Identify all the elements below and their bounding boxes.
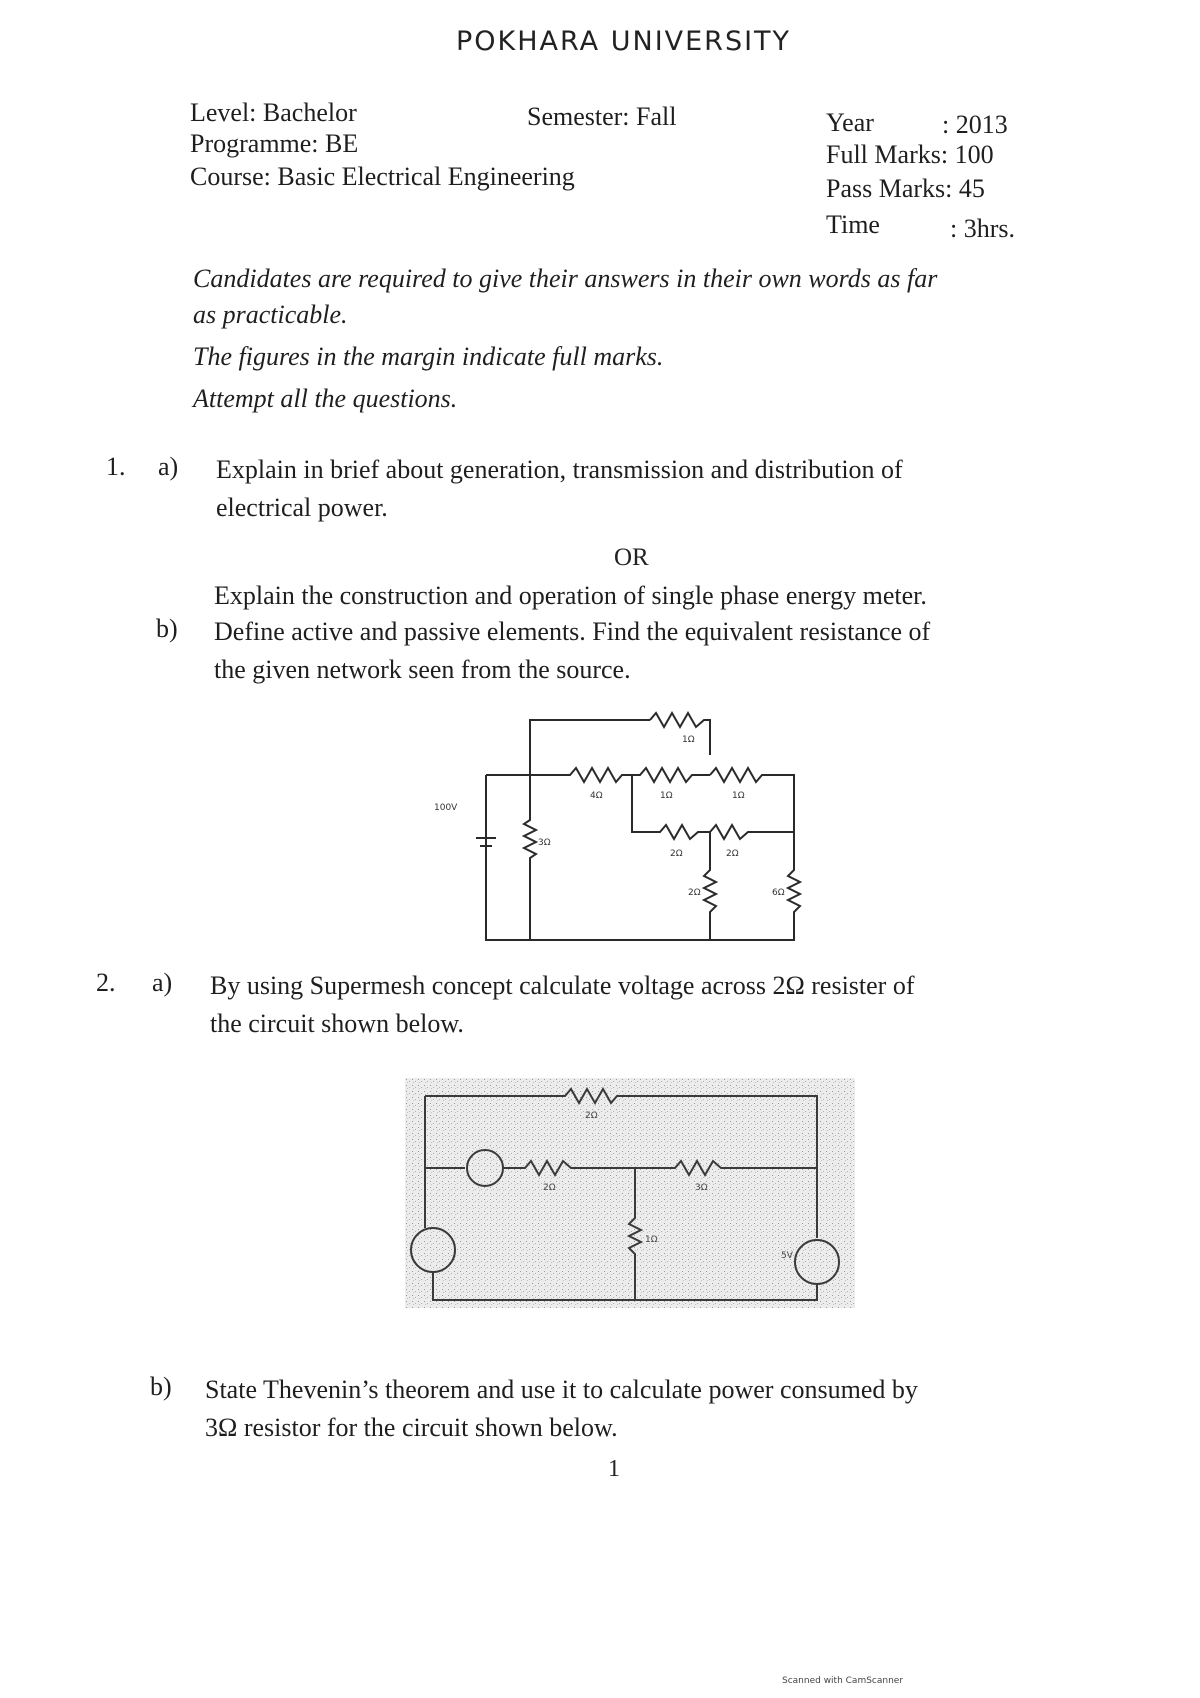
question-2b-line-2: 3Ω resistor for the circuit shown below. (205, 1413, 618, 1442)
pass-marks: Pass Marks: 45 (826, 174, 985, 203)
question-1-number: 1. (106, 452, 126, 481)
resistor-shunt (524, 775, 536, 940)
year-value: : 2013 (942, 110, 1008, 139)
question-2a-label: a) (152, 968, 173, 997)
resistor-top (650, 713, 710, 755)
question-1a-line-2: electrical power. (216, 493, 388, 522)
label-r-top: 1Ω (682, 735, 695, 745)
label-source: 100V (434, 803, 458, 813)
year-label: Year (826, 108, 874, 137)
question-1b-line-2: the given network seen from the source. (214, 655, 631, 684)
resistor-v1 (704, 832, 716, 940)
label-r-mid-left-2: 2Ω (543, 1183, 556, 1193)
resistor-v2 (710, 832, 800, 940)
resistor-mid-center (632, 768, 710, 782)
label-r-mid-right-2: 3Ω (695, 1183, 708, 1193)
label-r-mid-left: 4Ω (590, 791, 603, 801)
resistor-mid-left (530, 768, 632, 782)
question-1b-line-1: Define active and passive elements. Find the equivalent resistance of (214, 617, 931, 646)
question-2b-line-1: State Thevenin’s theorem and use it to calculate power consumed by (205, 1375, 918, 1404)
question-2a-line-1: By using Supermesh concept calculate voltage across 2Ω resister of (210, 971, 915, 1000)
course: Course: Basic Electrical Engineering (190, 162, 575, 191)
question-2b-label: b) (150, 1372, 172, 1401)
time-label: Time (826, 210, 880, 239)
question-1a-alternative: Explain the construction and operation of single phase energy meter. (214, 581, 927, 610)
instruction-line-1: Candidates are required to give their answers in their own words as far (193, 264, 938, 293)
page-number: 1 (608, 1456, 620, 1482)
label-r-low-left: 2Ω (670, 849, 683, 859)
time-value: : 3hrs. (950, 214, 1015, 243)
semester: Semester: Fall (527, 102, 677, 131)
question-1b-label: b) (156, 614, 178, 643)
instruction-line-3: The figures in the margin indicate full marks. (193, 342, 664, 371)
scan-noise-background (405, 1078, 855, 1308)
label-r-mid-right: 1Ω (732, 791, 745, 801)
label-r-vertical-2: 1Ω (645, 1235, 658, 1245)
label-r-shunt: 3Ω (538, 838, 551, 848)
university-name: POKHARA UNIVERSITY (456, 26, 792, 57)
scanner-watermark: Scanned with CamScanner (782, 1676, 904, 1686)
label-r-v2: 6Ω (772, 888, 785, 898)
instruction-line-4: Attempt all the questions. (193, 384, 458, 413)
resistor-low-right (710, 825, 794, 839)
label-r-top-2: 2Ω (585, 1111, 598, 1121)
circuit-diagram-1 (420, 700, 840, 950)
resistor-mid-right (710, 768, 794, 832)
programme: Programme: BE (190, 129, 359, 158)
question-2-number: 2. (96, 968, 116, 997)
label-src-right-2: 5V (781, 1251, 793, 1261)
question-2a-line-2: the circuit shown below. (210, 1009, 464, 1038)
label-r-mid-center: 1Ω (660, 791, 673, 801)
resistor-low-left (632, 775, 710, 839)
circuit-diagram-2 (405, 1078, 855, 1318)
full-marks: Full Marks: 100 (826, 140, 994, 169)
or-separator: OR (614, 544, 649, 571)
question-1a-label: a) (158, 452, 179, 481)
question-1a-line-1: Explain in brief about generation, transmission and distribution of (216, 455, 903, 484)
level: Level: Bachelor (190, 98, 357, 127)
label-r-low-right: 2Ω (726, 849, 739, 859)
label-r-v1: 2Ω (688, 888, 701, 898)
instruction-line-2: as practicable. (193, 300, 348, 329)
